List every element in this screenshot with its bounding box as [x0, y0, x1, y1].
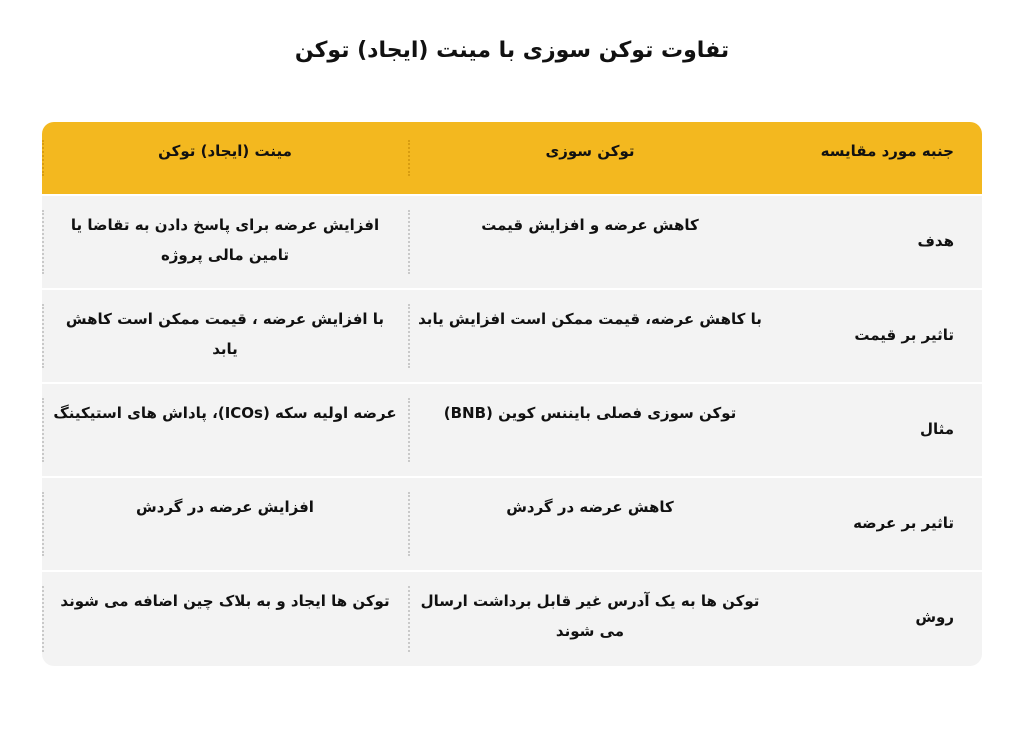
header-aspect: جنبه مورد مقایسه: [820, 142, 954, 160]
row-aspect: تاثیر بر قیمت: [854, 326, 954, 344]
table-row: [42, 478, 982, 572]
table-row: [42, 196, 982, 290]
row-mint: با افزایش عرضه ، قیمت ممکن است کاهش یابد: [42, 290, 408, 382]
row-aspect: روش: [915, 608, 954, 626]
row-burn: توکن سوزی فصلی بایننس کوین (BNB): [408, 384, 772, 476]
row-aspect: هدف: [917, 232, 954, 250]
row-mint: افزایش عرضه در گردش: [42, 478, 408, 570]
comparison-table: [42, 122, 982, 666]
table-row: [42, 384, 982, 478]
header-token-mint: مینت (ایجاد) توکن: [42, 122, 408, 194]
table-header: [42, 122, 982, 196]
row-burn: با کاهش عرضه، قیمت ممکن است افزایش یابد: [408, 290, 772, 382]
page-title: تفاوت توکن سوزی با مینت (ایجاد) توکن: [294, 38, 730, 63]
row-mint: افزایش عرضه برای پاسخ دادن به تقاضا یا تامین مالی پروژه: [42, 196, 408, 288]
header-token-burn: توکن سوزی: [408, 122, 772, 194]
table-row: [42, 572, 982, 666]
row-burn: کاهش عرضه و افزایش قیمت: [408, 196, 772, 288]
row-burn: توکن ها به یک آدرس غیر قابل برداشت ارسال می شوند: [408, 572, 772, 666]
row-aspect: مثال: [919, 420, 954, 438]
row-burn: کاهش عرضه در گردش: [408, 478, 772, 570]
row-mint: توکن ها ایجاد و به بلاک چین اضافه می شوند: [42, 572, 408, 666]
table-row: [42, 290, 982, 384]
row-aspect: تاثیر بر عرضه: [853, 514, 954, 532]
row-mint: عرضه اولیه سکه (ICOs)، پاداش های استیکینگ: [42, 384, 408, 476]
